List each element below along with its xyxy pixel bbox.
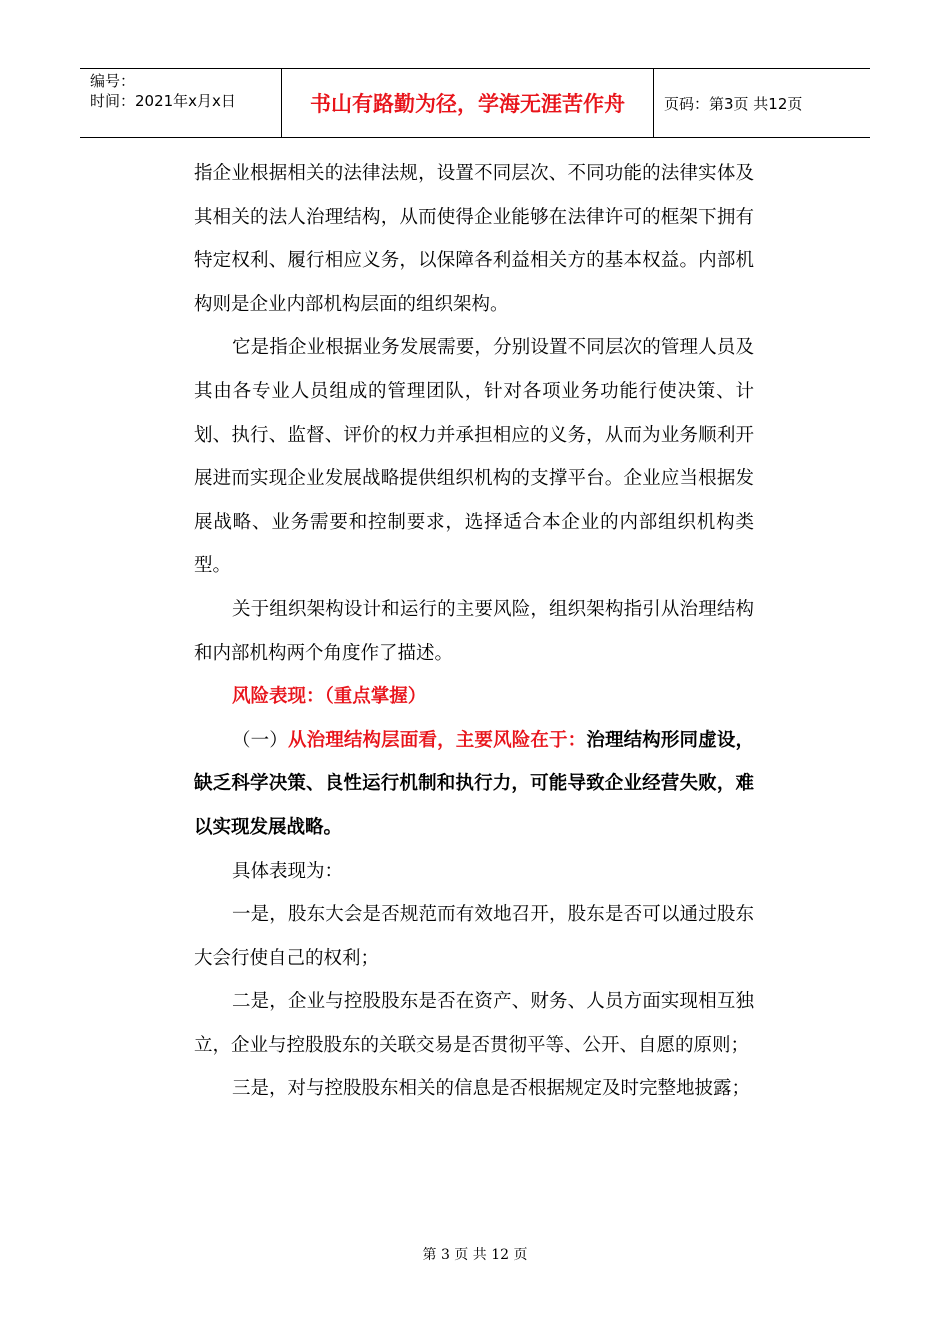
header-page-info: 页码：第3页 共12页 [664, 94, 803, 113]
paragraph-3: 关于组织架构设计和运行的主要风险，组织架构指引从治理结构和内部机构两个角度作了描述。 [194, 598, 754, 664]
paragraph-2: 它是指企业根据业务发展需要，分别设置不同层次的管理人员及其由各专业人员组成的管理团队，针对各项业务功能行使决策、计划、执行、监督、评价的权力并承担相应的义务，从而为业务顺利开展进而实现企业发展战略提供组织机构的支撑平台。企业应当根据发展战略、业务需要和控制要求，选择适合本企业的内部组织机构类型。 [194, 337, 754, 577]
paragraph-1: 指企业根据相关的法律法规，设置不同层次、不同功能的法律实体及其相关的法人治理结构，从而使得企业能够在法律许可的框架下拥有特定权利、履行相应义务，以保障各利益相关方的基本权益。内部机构则是企业内部机构层面的组织架构。 [194, 163, 754, 315]
risk-heading: 风险表现：（重点掌握） [232, 686, 427, 708]
paragraph-item-1: 一是，股东大会是否规范而有效地召开，股东是否可以通过股东大会行使自己的权利； [194, 904, 754, 969]
document-body [194, 152, 754, 1111]
paragraph-specific: 具体表现为： [232, 860, 344, 882]
paragraph-item-2: 二是，企业与控股股东是否在资产、财务、人员方面实现相互独立，企业与控股股东的关联交易是否贯彻平等、公开、自愿的原则； [194, 991, 754, 1056]
number-label: 编号： [90, 72, 136, 90]
page-header [80, 68, 870, 138]
header-motto: 书山有路勤为径，学海无涯苦作舟 [282, 69, 654, 137]
header-meta [80, 69, 282, 137]
section-number: （一） [232, 729, 288, 751]
governance-risk-label: 从治理结构层面看，主要风险在于： [287, 729, 587, 751]
governance-risk-text: 治理结构形同虚设，缺乏科学决策、良性运行机制和执行力，可能导致企业经营失败，难以实现发展战略。 [194, 729, 754, 838]
paragraph-item-3: 三是，对与控股股东相关的信息是否根据规定及时完整地披露； [232, 1078, 751, 1100]
paragraph-governance-risk [194, 719, 754, 850]
page-footer: 第 3 页 共 12 页 [422, 1247, 528, 1263]
time-label: 时间：2021年x月x日 [90, 92, 236, 110]
